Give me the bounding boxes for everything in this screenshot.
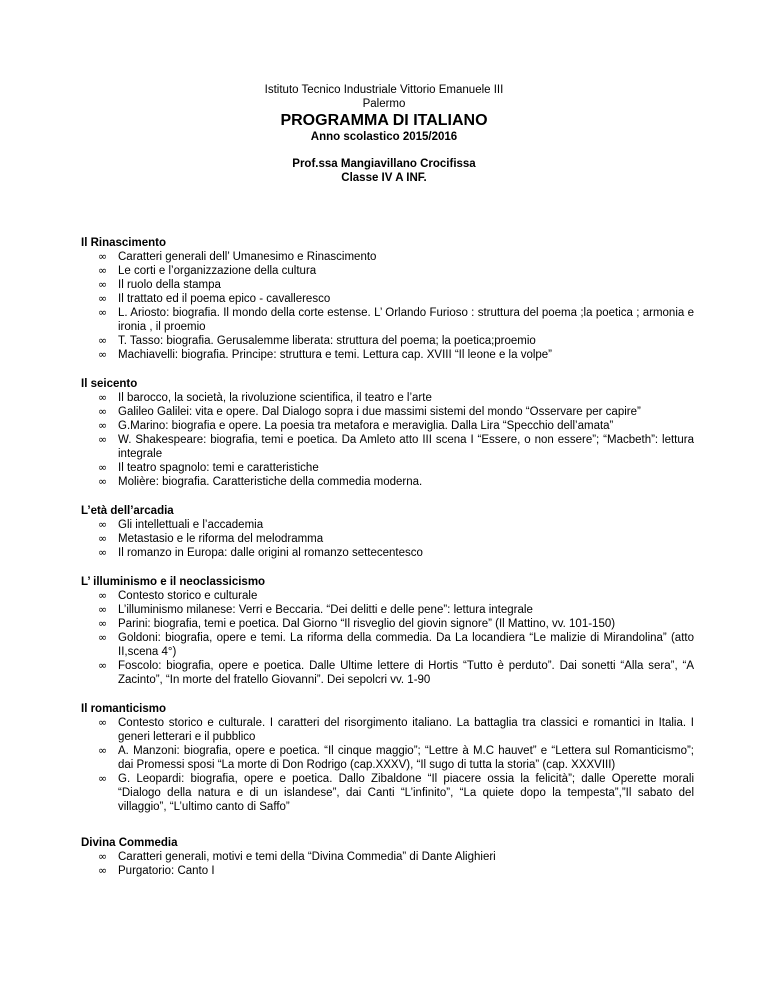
class-name: Classe IV A INF. [341,172,427,184]
topic-text: Caratteri generali, motivi e temi della “Divina Commedia” di Dante Alighieri [118,851,496,863]
topic-text: A. Manzoni: biografia, opere e poetica. “Il cinque maggio”; “Lettre à M.C hauvet” e “Lettera sul Romanticismo”; dai Promessi sposi “La morte di Don Rodrigo (cap.XXXV), “Il sugo di tutta la storia” (cap. XXXVIII) [118,745,694,771]
infinity-bullet-icon: ∞ [98,546,108,559]
infinity-bullet-icon: ∞ [98,659,108,672]
topic-text: Contesto storico e culturale. I caratteri del risorgimento italiano. La battaglia tra classici e romantici in Italia. I generi letterari e il pubblico [118,717,694,743]
topic-item [98,772,694,814]
program-section [81,377,694,489]
topic-text: Le corti e l’organizzazione della cultura [118,265,317,277]
topic-text: Gli intellettuali e l’accademia [118,519,264,531]
topic-item [98,278,694,292]
topic-item [98,405,694,419]
topic-item [98,419,694,433]
topic-text: G. Leopardi: biografia, opere e poetica. Dallo Zibaldone “Il piacere ossia la felicità”; dalle Operette morali “Dialogo della natura e di un islandese”, dai Canti “L’infinito”, “La quiete dopo la tempesta”,”Il sabato del villaggio”, “L’ultimo canto di Saffo” [118,773,694,813]
topic-item [98,659,694,687]
topic-text: Il trattato ed il poema epico - cavalleresco [118,293,331,305]
topic-text: L. Ariosto: biografia. Il mondo della corte estense. L’ Orlando Furioso : struttura del poema ;la poetica ; armonia e ironia , il proemio [118,307,694,333]
topic-text: T. Tasso: biografia. Gerusalemme liberata: struttura del poema; la poetica;proemio [118,335,536,347]
topic-item [98,864,694,878]
topic-item [98,292,694,306]
infinity-bullet-icon: ∞ [98,419,108,432]
infinity-bullet-icon: ∞ [98,348,108,361]
infinity-bullet-icon: ∞ [98,334,108,347]
topic-item [98,433,694,461]
infinity-bullet-icon: ∞ [98,264,108,277]
infinity-bullet-icon: ∞ [98,391,108,404]
infinity-bullet-icon: ∞ [98,744,108,757]
topic-item [98,391,694,405]
infinity-bullet-icon: ∞ [98,278,108,291]
infinity-bullet-icon: ∞ [98,772,108,785]
topic-text: Il ruolo della stampa [118,279,221,291]
document-title: PROGRAMMA DI ITALIANO [280,112,488,129]
topic-text: Goldoni: biografia, opere e temi. La riforma della commedia. Da La locandiera “Le malizie di Mirandolina” (atto II,scena 4°) [118,632,694,658]
infinity-bullet-icon: ∞ [98,250,108,263]
topic-item [98,631,694,659]
topic-item [98,850,694,864]
section-title: Il Rinascimento [81,237,166,249]
topic-item [98,532,694,546]
infinity-bullet-icon: ∞ [98,292,108,305]
teacher-name: Prof.ssa Mangiavillano Crocifissa [292,158,476,170]
infinity-bullet-icon: ∞ [98,461,108,474]
topic-item [98,589,694,603]
topic-item [98,617,694,631]
topic-text: Parini: biografia, temi e poetica. Dal Giorno “Il risveglio del giovin signore” (Il Mattino, vv. 101-150) [118,618,616,630]
school-year: Anno scolastico 2015/2016 [310,131,458,143]
topic-item [98,744,694,772]
infinity-bullet-icon: ∞ [98,306,108,319]
infinity-bullet-icon: ∞ [98,433,108,446]
topic-item [98,334,694,348]
topic-item [98,348,694,362]
infinity-bullet-icon: ∞ [98,475,108,488]
program-section [81,236,694,362]
topic-item [98,518,694,532]
topic-item [98,546,694,560]
topic-text: W. Shakespeare: biografia, temi e poetica. Da Amleto atto III scena I “Essere, o non essere”; “Macbeth”: lettura integrale [118,434,694,460]
section-title: Il romanticismo [81,703,166,715]
topic-text: Galileo Galilei: vita e opere. Dal Dialogo sopra i due massimi sistemi del mondo “Osservare per capire” [118,406,641,418]
program-section [81,836,694,878]
topic-text: Il barocco, la società, la rivoluzione scientifica, il teatro e l’arte [118,392,432,404]
infinity-bullet-icon: ∞ [98,532,108,545]
topic-item [98,603,694,617]
infinity-bullet-icon: ∞ [98,589,108,602]
section-title: Divina Commedia [81,837,178,849]
topic-text: Purgatorio: Canto I [118,865,215,877]
topic-item [98,250,694,264]
infinity-bullet-icon: ∞ [98,850,108,863]
topic-text: L’illuminismo milanese: Verri e Beccaria. “Dei delitti e delle pene”: lettura integrale [118,604,533,616]
infinity-bullet-icon: ∞ [98,617,108,630]
topic-text: Foscolo: biografia, opere e poetica. Dalle Ultime lettere di Hortis “Tutto è perduto”. Dai sonetti “Alla sera”, “A Zacinto”, “In morte del fratello Giovanni”. Dei sepolcri vv. 1-90 [118,660,694,686]
topic-text: Il teatro spagnolo: temi e caratteristiche [118,462,319,474]
section-title: L’età dell’arcadia [81,505,174,517]
topic-list [81,716,694,814]
topic-item [98,461,694,475]
topic-item [98,716,694,744]
topic-text: G.Marino: biografia e opere. La poesia tra metafora e meraviglia. Dalla Lira “Specchio dell’amata” [118,420,614,432]
infinity-bullet-icon: ∞ [98,864,108,877]
infinity-bullet-icon: ∞ [98,716,108,729]
infinity-bullet-icon: ∞ [98,631,108,644]
topic-list [81,518,694,560]
topic-list [81,391,694,489]
topic-text: Machiavelli: biografia. Principe: struttura e temi. Lettura cap. XVIII “Il leone e la volpe” [118,349,553,361]
infinity-bullet-icon: ∞ [98,603,108,616]
topic-item [98,475,694,489]
topic-list [81,250,694,362]
topic-text: Molière: biografia. Caratteristiche della commedia moderna. [118,476,423,488]
topic-list [81,589,694,687]
topic-list [81,850,694,878]
city-name: Palermo [362,98,406,110]
institute-name: Istituto Tecnico Industriale Vittorio Emanuele III [264,84,504,96]
topic-text: Caratteri generali dell’ Umanesimo e Rinascimento [118,251,377,263]
program-section [81,575,694,687]
section-title: Il seicento [81,378,138,390]
topic-item [98,306,694,334]
document-header [0,83,768,185]
infinity-bullet-icon: ∞ [98,518,108,531]
topic-item [98,264,694,278]
topic-text: Contesto storico e culturale [118,590,258,602]
program-section [81,504,694,560]
infinity-bullet-icon: ∞ [98,405,108,418]
topic-text: Il romanzo in Europa: dalle origini al romanzo settecentesco [118,547,423,559]
program-section [81,702,694,814]
section-title: L’ illuminismo e il neoclassicismo [81,576,266,588]
program-content [81,236,694,893]
topic-text: Metastasio e le riforma del melodramma [118,533,324,545]
